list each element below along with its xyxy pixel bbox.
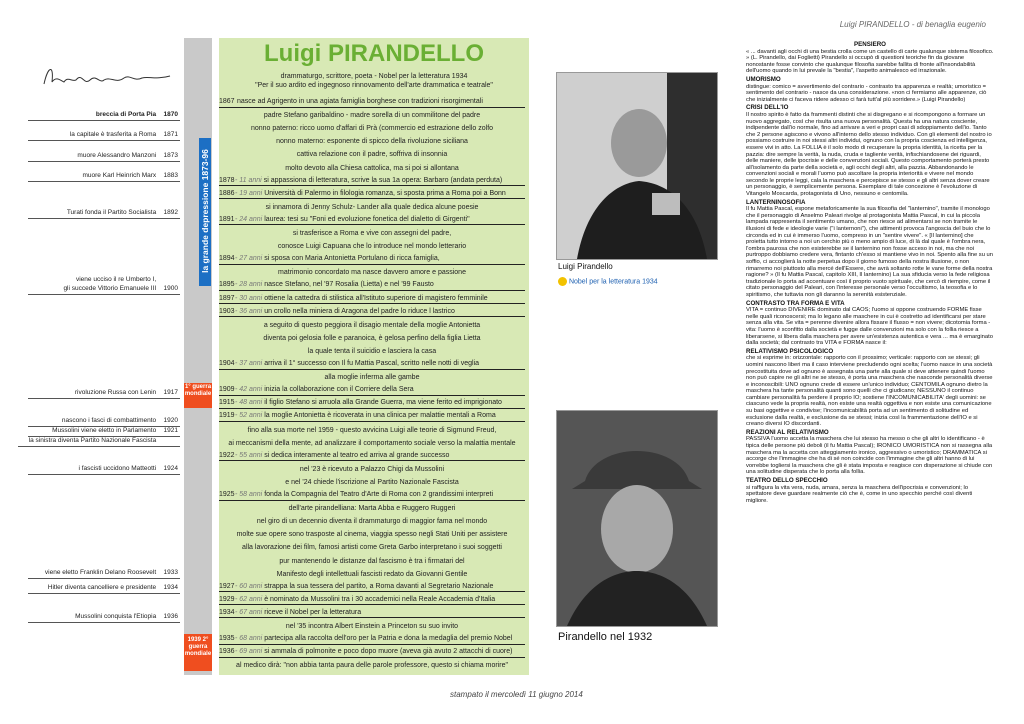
timeline-row — [219, 190, 525, 200]
nobel-icon — [558, 277, 567, 286]
nobel-caption-text[interactable]: Nobel per la letteratura 1934 — [568, 278, 658, 286]
timeline-row: nonno paterno: ricco uomo d'affari di Prà (commercio ed estrazione dello zolfo — [250, 125, 494, 133]
timeline-text: si ammala di polmonite e poco dopo muore (aveva già avuto 2 attacchi di cuore) — [264, 648, 513, 656]
timeline-year: 1915 — [219, 399, 235, 407]
left-event: Turati fonda il Partito Socialista 1892 — [28, 209, 180, 219]
timeline-text: partecipa alla raccolta dell'oro per la Patria e dona la medaglia del premio Nobel — [264, 635, 513, 643]
timeline-text: nasce ad Agrigento in una agiata famiglia borghese con tradizioni risorgimentali — [236, 98, 483, 105]
section-heading: LANTERNINOSOFIA — [746, 198, 806, 206]
timeline-text: nasce Stefano, nel '97 Rosalia (Lietta) e nel '99 Fausto — [264, 281, 434, 289]
timeline-year: 1936 — [219, 648, 235, 656]
timeline-row — [219, 452, 525, 462]
nobel-caption — [558, 277, 658, 286]
timeline-age: - 27 anni — [235, 255, 263, 263]
section-text: « ... davanti agli occhi di una bestia crolla come un castello di carte qualunque sistema filosofico. » (L. Pirandello, dai Foglietti) Pirandello si occupò di questioni teoriche fin da giovane nonostante fosse convinto che qualunque filosofia sarebbe fallita di fronte all'insondabilità dell'uomo quando in lui prevale la "bestia", l'aspetto animalesco ed irrazionale. — [746, 48, 994, 75]
right-essay — [746, 40, 994, 670]
timeline-row: e nel '24 chiede l'iscrizione al Partito Nazionale Fascista — [285, 478, 459, 486]
timeline-row: nonno materno: esponente di spicco della rivoluzione siciliana — [276, 138, 468, 146]
section-text: Il nostro spirito è fatto da frammenti distinti che si disgregano e si ricompongono a formare un nuovo aggregato, così che risulta una nuova personalità. Questa ha una natura cosciente, indipendente dall'io normale, fino ad arrivare a veri e propri casi di sdoppiamento dell'io. Tanto che 2 persone agiscono e vivono all'interno dello stesso individuo. Con gli elementi del nostro io possiamo costruire in noi stessi altri individui, ognuno con la propria coscienza ed intelligenza, essere vivi in atto. La FOLLIA è il solo modo di recuperare la propria identità, la ricetta per la pazzia: dire sempre la verità, la nuda, cruda e tagliente verità, infischiandosene dei riguardi, delle maniere, delle ipocrisie e delle convenzioni sociali. Questo comportamento porterà presto all'isolamento da parte della società e, agli occhi degli altri, alla pazzia. Abbandonando le convenzioni sociali e morali l'uomo può ascoltare la propria interiorità e vivere nel mondo secondo le proprie leggi, cala la maschera e percepisce se stesso e gli altri senza dover creare un personaggio, è semplicemente persona. Esemplare di tale concezione è l'evoluzione di Vitangelo Moscarda, protagonista di Uno, nessuno e centomila. — [746, 111, 992, 198]
section-heading: REAZIONI AL RELATIVISMO — [746, 428, 829, 436]
footer-note: stampato il mercoledì 11 giugno 2014 — [450, 690, 583, 699]
timeline-year: 1878 — [219, 176, 235, 184]
timeline-row: nel '35 incontra Albert Einstein a Princeton su suo invito — [285, 623, 459, 630]
timeline-age: - 19 anni — [235, 189, 263, 197]
left-event: Mussolini conquista l'Etiopia 1936 — [28, 613, 180, 623]
left-event: muore Alessandro Manzoni 1873 — [28, 152, 180, 162]
timeline-row — [219, 255, 525, 265]
timeline-text: Università di Palermo in filologia romanza, si sposta prima a Roma poi a Bonn — [264, 189, 506, 197]
section-text: PASSIVA l'uomo accetta la maschera che lui stesso ha messo o che gli altri lo identificano - è tipica delle persone più deboli (il fu Mattia Pascal); IRONICO UMORISTICA non si rassegna alla maschera ma la accetta con atteggiamento ironico, aggressivo o umoristico; DRAMMATICA si accorge che l'immagine che ha di sé non coincide con l'immagine che gli altri hanno di lui vorrebbe togliersi la maschera che gli è stata imposta e reagisce con disperazione si chiude con una solitudine disperata che lo porta alla follia. — [746, 436, 993, 476]
timeline-year: 1925 — [219, 491, 235, 498]
timeline-age: - 52 anni — [235, 412, 263, 420]
timeline-row: matrimonio concordato ma nasce davvero amore e passione — [278, 269, 466, 277]
section-text: distingue: comico = avvertimento del contrario - contrasto tra apparenza e realtà; umoristico = sentimento del contrario - nasce da una considerazione. «non ci fermiamo alle apparenze, ciò che inizialmente ci faceva ridere adesso ci farà tutt'al più sorridere.» (Luigi Pirandello) — [746, 83, 987, 103]
timeline-row — [219, 635, 525, 645]
left-event: muore Karl Heinrich Marx 1883 — [28, 172, 180, 182]
timeline-row: cattiva relazione con il padre, soffriva di insonnia — [296, 151, 448, 159]
subtitle-line: "Per il suo ardito ed ingegnoso rinnovamento dell'arte drammatica e teatrale" — [255, 82, 493, 89]
timeline-row: fino alla sua morte nel 1959 - questo avvicina Luigi alle teorie di Sigmund Freud, — [247, 426, 497, 434]
timeline-row: conosce Luigi Capuana che lo introduce nel mondo letterario — [277, 243, 467, 251]
timeline-year: 1904 — [219, 360, 235, 367]
left-event: viene eletto Franklin Delano Roosevelt 1933 — [28, 569, 180, 579]
depression-period — [199, 138, 211, 286]
timeline-row: si innamora di Jenny Schulz- Lander alla quale dedica alcune poesie — [265, 203, 479, 211]
photo-caption-2: Pirandello nel 1932 — [558, 631, 653, 643]
portrait-photo-2 — [556, 410, 718, 627]
timeline-age: - 55 anni — [235, 451, 263, 459]
timeline-row: molte sue opere sono trasposte al cinema, viaggia spesso negli Stati Uniti per assistere — [236, 531, 508, 539]
timeline-row — [219, 596, 525, 606]
timeline-text: la moglie Antonietta è ricoverata in una clinica per malattie mentali a Roma — [264, 412, 496, 420]
timeline-row: ai meccanismi della mente, ad analizzare il comportamento sociale verso la malattia mentale — [228, 439, 516, 447]
timeline-text: è nominato da Mussolini tra i 30 accademici nella Reale Accademia d'Italia — [264, 595, 496, 603]
timeline-age: - 67 anni — [235, 608, 263, 616]
portrait-photo-1 — [556, 72, 718, 260]
left-event: la sinistra diventa Partito Nazionale Fascista — [18, 437, 180, 447]
timeline-text: inizia la collaborazione con il Corriere della Sera — [264, 386, 414, 394]
timeline-text: riceve il Nobel per la letteratura — [264, 608, 362, 616]
timeline-year: 1891 — [219, 215, 235, 223]
timeline-year: 1895 — [219, 281, 235, 289]
left-event: breccia di Porta Pia 1870 — [28, 111, 180, 121]
timeline-text: si sposa con Maria Antonietta Portulano di ricca famiglia, — [264, 255, 440, 263]
timeline-row — [219, 386, 525, 396]
portrait-2-drawing — [557, 411, 717, 626]
timeline-row: padre Stefano garibaldino - madre sorella di un commilitone del padre — [263, 112, 481, 120]
portrait-1-drawing — [557, 73, 717, 259]
war2-marker: 1939 2° guerra mondiale — [184, 634, 212, 671]
left-event: nascono i fasci di combattimento 1920 — [28, 417, 180, 427]
timeline-row: la quale tenta il suicidio e lasciera la casa — [307, 347, 437, 355]
section-heading: PENSIERO — [854, 41, 886, 48]
timeline-age: - 58 anni — [235, 491, 263, 498]
timeline-row — [219, 399, 525, 409]
timeline-text: si dedica interamente al teatro ed arriva al grande successo — [264, 451, 450, 459]
timeline-text: fonda la Compagnia del Teatro d'Arte di Roma con 2 grandissimi interpreti — [264, 491, 494, 498]
timeline-age: - 42 anni — [235, 386, 263, 394]
section-text: si raffigura la vita vera, nuda, amara, senza la maschera dell'ipocrisia e convenzioni; lo spettatore deve guardare realmente ciò che è, come in uno specchio perché così diventi migliore. — [746, 484, 973, 504]
timeline-text: strappa la sua tessera del partito, a Roma davanti al Segretario Nazionale — [264, 582, 494, 590]
timeline-row: dell'arte pirandelliana: Marta Abba e Ruggero Ruggeri — [288, 505, 456, 513]
timeline-year: 1935 — [219, 635, 235, 643]
timeline-row — [219, 98, 525, 108]
timeline-row — [219, 216, 525, 226]
timeline-year: 1903 — [219, 307, 235, 315]
timeline-year: 1867 — [219, 98, 235, 105]
timeline-age: - 24 anni — [235, 215, 263, 223]
subtitle-line: drammaturgo, scrittore, poeta - Nobel per la letteratura 1934 — [280, 73, 468, 80]
left-event: Mussolini viene eletto in Parlamento 1921 — [28, 427, 180, 437]
timeline-row: diventa poi gelosia folle e paranoica, è gelosa perfino della figlia Lietta — [263, 334, 481, 342]
timeline-text: ottiene la cattedra di stilistica all'Istituto superiore di magistero femminile — [264, 294, 488, 302]
timeline-row — [219, 281, 525, 291]
timeline-text: arriva il 1° successo con Il fu Mattia Pascal, scritto nelle notti di veglia — [264, 360, 480, 367]
biography-panel — [219, 38, 529, 675]
timeline-text: laurea: tesi su "Foni ed evoluzione fonetica del dialetto di Girgenti" — [264, 215, 470, 223]
timeline-row: nel giro di un decennio diventa il drammaturgo di maggior fama nel mondo — [256, 518, 488, 526]
timeline-year: 1929 — [219, 595, 235, 603]
section-heading: CONTRASTO TRA FORMA E VITA — [746, 299, 845, 307]
timeline-row — [219, 583, 525, 593]
timeline-age: - 36 anni — [235, 307, 263, 315]
timeline-row: alla lavorazione dei film, famosi artisti come Greta Garbo interpretano i suoi soggetti — [242, 544, 502, 552]
timeline-age: - 48 anni — [235, 399, 263, 407]
timeline-row — [219, 295, 525, 305]
timeline-age: - 69 anni — [235, 648, 263, 656]
timeline-age: - 60 anni — [235, 582, 263, 590]
timeline-year: 1909 — [219, 386, 235, 394]
left-event: i fascisti uccidono Matteotti 1924 — [28, 465, 180, 475]
timeline-row: pur mantenendo le distanze dal fascismo è tra i firmatari del — [279, 557, 465, 565]
timeline-age: - 37 anni — [235, 360, 263, 367]
timeline-year: 1934 — [219, 608, 235, 616]
timeline-row: al medico dirà: "non abbia tanta paura delle parole professore, questo si chiama morire" — [236, 662, 508, 670]
photo-caption-1: Luigi Pirandello — [558, 262, 613, 271]
subtitle — [219, 72, 529, 90]
timeline-year: 1927 — [219, 582, 235, 590]
timeline-year: 1894 — [219, 255, 235, 263]
timeline-row: Manifesto degli intellettuali fascisti redato da Giovanni Gentile — [276, 570, 468, 578]
left-event: la capitale è trasferita a Roma 1871 — [28, 131, 180, 141]
timeline-year: 1897 — [219, 294, 235, 302]
depression-label: la grande depressione 1873-96 — [200, 149, 210, 273]
timeline-age: - 68 anni — [235, 635, 263, 643]
timeline-age: - 30 anni — [235, 294, 263, 302]
timeline-row — [219, 648, 525, 658]
left-event: Hitler diventa cancelliere e presidente 1934 — [28, 584, 180, 594]
timeline-age: - 11 anni — [235, 176, 262, 184]
section-text: VITA = continuo DIVENIRE dominato dal CAOS; l'uomo si oppone costruendo FORME fisse nelle quali riconoscersi; ma lo legano alle maschere in cui è costretto ad identificarsi per stare senza alla vita. Se vita = perenne divenire allora fissare il flusso = non vivere; dicotomia forma - vita: l'uomo è sconfitto dalla società e fugge dalle convenzioni ma solo con la follia riesce a liberarsene, si libera dalla maschera per avere un'esistenza autentica e vera ... ma è emarginato dalla società; dal contrasto tra VITA e FORMA nasce il: — [746, 307, 993, 347]
left-events — [30, 0, 180, 724]
timeline-row: a seguito di questo peggiora il disagio mentale della moglie Antonietta — [263, 321, 481, 329]
page-title: Luigi PIRANDELLO — [264, 40, 484, 67]
left-event: rivoluzione Russa con Lenin 1917 — [28, 389, 180, 399]
timeline-row — [219, 360, 525, 370]
timeline-row: molto devoto alla Chiesa cattolica, ma si poi si allontana — [285, 164, 459, 172]
timeline-bar — [184, 38, 212, 675]
timeline-row — [219, 412, 525, 422]
timeline-text: si appassiona di letteratura, scrive la sua 1a opera: Barbaro (andata perduta) — [263, 176, 503, 184]
timeline-row — [219, 308, 525, 318]
timeline-row — [219, 177, 525, 187]
section-heading: UMORISMO — [746, 75, 781, 83]
timeline-year: 1886 — [219, 189, 235, 197]
war1-marker: 1° guerra mondiale — [184, 383, 212, 408]
section-text: che si esprime in: orizzontale: rapporto con il prossimo; verticale: rapporto con se stessi; gli uomini nascono liberi ma il caso interviene precludendo ogni scelta; l'uomo nasce in una società precostituita dove ad ognuno è assegnata una parte alla quale si deve attenere quindi l'uomo non può capire ne gli altri ne se stesso, è porta una maschera che nasconde personalità diverse e inconoscibili: UNO ognuno crede di essere un'unico individuo; CENTOMILA ognuno dietro la maschera ha tante personalità quanti sono quelli che ci giudicano; NESSUNO il continuo cambiare personalità fa perdere il proprio IO; sostiene l'INCOMUNICABILITA' degli uomini: se ciascuno vede la propria realtà, non esiste una realtà oggettiva e non esiste una comunicazione su basi oggettive e condivise; l'incomunicabilità porta ad un sentimento di solitudine ed esclusione dalla realtà, e esclusione da se stessi; inizia così la frammentazione dell'IO e si creano diversi IO discordanti. — [746, 355, 993, 428]
timeline-text: un crollo nella miniera di Aragona del padre lo riduce l lastrico — [264, 307, 455, 315]
left-event: viene ucciso il re Umberto I, — [75, 276, 157, 283]
timeline-text: il figlio Stefano si arruola alla Grande Guerra, ma viene ferito ed imprigionato — [264, 399, 502, 407]
timeline-year: 1919 — [219, 412, 235, 420]
timeline-age: - 28 anni — [235, 281, 263, 289]
timeline-row: nel '23 è ricevuto a Palazzo Chigi da Mussolini — [299, 465, 445, 473]
timeline-row: alla moglie inferma alle gambe — [324, 374, 420, 382]
timeline-row — [219, 609, 525, 619]
section-heading: RELATIVISMO PSICOLOGICO — [746, 347, 834, 355]
timeline-age: - 62 anni — [235, 595, 263, 603]
timeline-row: si trasferisce a Roma e vive con assegni del padre, — [292, 230, 452, 237]
left-event: gli succede Vittorio Emanuele III 1900 — [28, 285, 180, 295]
section-heading: CRISI DELL'IO — [746, 104, 789, 112]
timeline-year: 1922 — [219, 451, 235, 459]
section-text: Il fu Mattia Pascal, espone metaforicamente la sua filosofia del "lanternino", tramite il monologo che il personaggio di Anselmo Paleari rivolge al protagonista Mattia Pascal, in cui la piccola lampada rappresenta il sentimento umano, che non riesce ad alimentarsi se non tramite le illusioni di fede e ideologie varie ("i lanternoni"), che attimenti provoca l'angoscia del buio che lo circonda ed in cui è immerso l'uomo, compreso in un "sentire vivere". « [Il lanternino] che proietta tutto intorno a noi un cerchio più o meno ampio di luce, di là dal quale è l'ombra nera, l'ombra paurosa che non esisterebbe se il lanternino non fosse acceso in noi, ma che noi purtroppo dobbiamo credere vera, fintanto ch'esso si mantiene vivo in noi. Spento alla fine su un soffio, ci accoglierà la notte perpetua dopo il giorno fumoso della nostra illusione, o non rimarremo noi piuttosto alla mercé dell'Essere, che avrà soltanto rotte le vane forme della nostra ragione? » (Il fu Mattia Pascal, capitolo XIII, Il lanternino) La sua sfiducia verso la fede religiosa tradizionale lo porta ad accentuare così il proprio vuoto spirituale, che cercò di riempire, come il citato personaggio del Paleari, con l'interesse personale verso l'occultismo, la teosofia e lo spiritismo, che tuttavia non gli daranno la serenità esistenziale. — [746, 206, 993, 298]
section-heading: TEATRO DELLO SPECCHIO — [746, 477, 828, 484]
timeline-row — [219, 491, 525, 501]
header-note: Luigi PIRANDELLO - di benaglia eugenio — [839, 20, 986, 29]
